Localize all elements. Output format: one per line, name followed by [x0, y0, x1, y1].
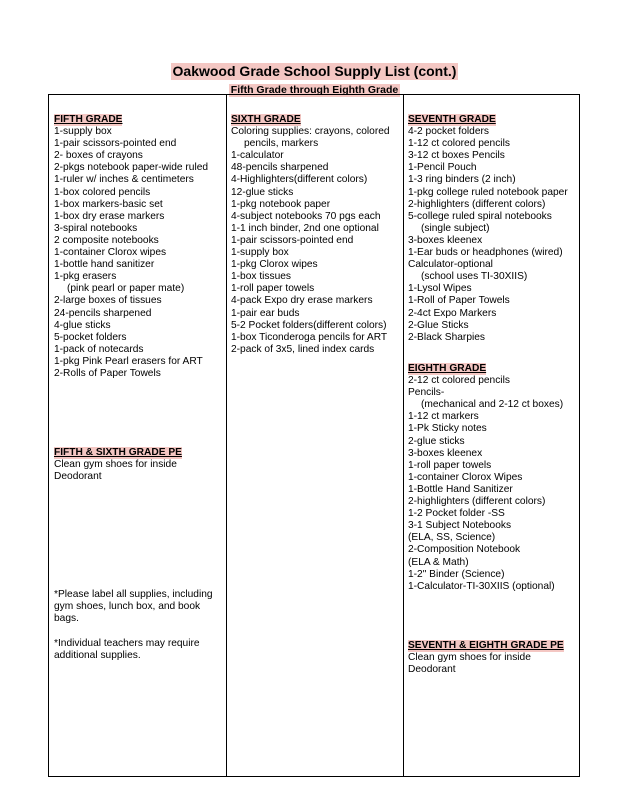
label-note — [54, 589, 213, 625]
list-item: 1-2 Pocket folder -SS — [408, 508, 505, 520]
seventh-grade-list — [408, 126, 568, 344]
list-item: 5-college ruled spiral notebooks — [408, 210, 552, 222]
list-item: 3-12 ct boxes Pencils — [408, 150, 505, 162]
fifth-sixth-pe-section — [54, 447, 182, 483]
document-subtitle: Fifth Grade through Eighth Grade — [230, 84, 399, 96]
list-item: 4-glue sticks — [54, 319, 111, 331]
list-item: 1-box dry erase markers — [54, 210, 165, 222]
eighth-grade-heading: EIGHTH GRADE — [408, 363, 487, 374]
list-item: 1-container Clorox wipes — [54, 247, 167, 259]
list-item: (school uses TI-30XIIS) — [421, 271, 528, 283]
list-item: Clean gym shoes for inside — [408, 652, 531, 664]
list-item: 1-roll paper towels — [231, 283, 315, 295]
document-title: Oakwood Grade School Supply List (cont.) — [172, 63, 457, 79]
list-item: *Individual teachers may require — [54, 638, 200, 649]
list-item: 1-box markers-basic set — [54, 198, 163, 210]
list-item: 1-bottle hand sanitizer — [54, 259, 155, 271]
list-item: 4-2 pocket folders — [408, 126, 489, 138]
list-item: 1-roll paper towels — [408, 459, 492, 471]
list-item: (mechanical and 2-12 ct boxes) — [421, 399, 564, 411]
list-item: 1-2" Binder (Science) — [408, 568, 505, 580]
list-item: 1-pack of notecards — [54, 343, 144, 355]
eighth-grade-list — [408, 375, 563, 593]
list-item: 1-Bottle Hand Sanitizer — [408, 483, 513, 495]
teacher-note — [54, 638, 200, 662]
list-item: (single subject) — [421, 222, 490, 234]
list-item: 1-Lysol Wipes — [408, 283, 472, 295]
list-item: 1-1 inch binder, 2nd one optional — [231, 222, 379, 234]
list-item: 2-12 ct colored pencils — [408, 375, 510, 387]
list-item: 12-glue sticks — [231, 186, 294, 198]
fifth-grade-heading: FIFTH GRADE — [54, 114, 123, 125]
list-item: pencils, markers — [244, 138, 319, 150]
seventh-eighth-pe-section — [408, 640, 564, 676]
list-item: 1-box tissues — [231, 271, 292, 283]
list-item: 1-Calculator-TI-30XIIS (optional) — [408, 580, 555, 592]
list-item: 4-Highlighters(different colors) — [231, 174, 368, 186]
fifth-sixth-pe-heading: FIFTH & SIXTH GRADE PE — [54, 447, 182, 458]
list-item: 1-box colored pencils — [54, 186, 151, 198]
list-item: 1-Pk Sticky notes — [408, 423, 487, 435]
list-item: 1-12 ct markers — [408, 411, 479, 423]
list-item: 2- boxes of crayons — [54, 150, 143, 162]
teacher-note-lines — [54, 638, 200, 662]
list-item: 2-highlighters (different colors) — [408, 198, 546, 210]
list-item: 1-pair scissors-pointed end — [231, 234, 354, 246]
list-item: Pencils- — [408, 387, 445, 399]
list-item: (pink pearl or paper mate) — [67, 283, 185, 295]
eighth-grade-section — [408, 363, 563, 593]
list-item: 1-pkg erasers — [54, 271, 117, 283]
list-item: gym shoes, lunch box, and book — [54, 601, 201, 613]
list-item: 1-3 ring binders (2 inch) — [408, 174, 516, 186]
list-item: 2-Composition Notebook — [408, 544, 521, 556]
fifth-grade-section — [54, 114, 208, 380]
list-item: Clean gym shoes for inside — [54, 459, 177, 471]
list-item: 24-pencils sharpened — [54, 307, 152, 319]
list-item: 1-pair scissors-pointed end — [54, 138, 177, 150]
list-item: 5-pocket folders — [54, 331, 127, 343]
list-item: 2-4ct Expo Markers — [408, 307, 497, 319]
supply-table — [48, 94, 580, 777]
list-item: 1-12 ct colored pencils — [408, 138, 510, 150]
list-item: 1-calculator — [231, 150, 284, 162]
list-item: 4-pack Expo dry erase markers — [231, 295, 373, 307]
list-item: 1-pair ear buds — [231, 307, 300, 319]
seventh-eighth-pe-list — [408, 652, 564, 676]
list-item: 5-2 Pocket folders(different colors) — [231, 319, 387, 331]
list-item: 3-spiral notebooks — [54, 222, 138, 234]
sixth-grade-list — [231, 126, 390, 356]
list-item: 48-pencils sharpened — [231, 162, 329, 174]
list-item: 4-subject notebooks 70 pgs each — [231, 210, 381, 222]
list-item: 1-supply box — [231, 247, 289, 259]
list-item: Deodorant — [54, 471, 102, 483]
list-item: 1-pkg Pink Pearl erasers for ART — [54, 355, 203, 367]
list-item: 2 composite notebooks — [54, 234, 159, 246]
column-divider — [403, 95, 404, 776]
sixth-grade-section — [231, 114, 390, 356]
list-item: 1-box Ticonderoga pencils for ART — [231, 331, 388, 343]
column-divider — [226, 95, 227, 776]
list-item: 3-1 Subject Notebooks — [408, 520, 512, 532]
list-item: 1-Pencil Pouch — [408, 162, 477, 174]
list-item: 3-boxes kleenex — [408, 234, 483, 246]
fifth-sixth-pe-list — [54, 459, 182, 483]
list-item: *Please label all supplies, including — [54, 589, 213, 600]
fifth-grade-list — [54, 126, 208, 380]
list-item: 2-Rolls of Paper Towels — [54, 367, 161, 379]
list-item: additional supplies. — [54, 650, 141, 662]
list-item: 2-glue sticks — [408, 435, 465, 447]
list-item: Calculator-optional — [408, 259, 493, 271]
list-item: Deodorant — [408, 664, 456, 676]
list-item: 2-Black Sharpies — [408, 331, 486, 343]
list-item: 1-Ear buds or headphones (wired) — [408, 247, 563, 259]
document-title-wrap — [0, 63, 629, 81]
list-item: (ELA & Math) — [408, 556, 469, 568]
list-item: 1-supply box — [54, 126, 112, 138]
list-item: Coloring supplies: crayons, colored — [231, 126, 390, 138]
list-item: 1-pkg notebook paper — [231, 198, 331, 210]
list-item: 1-container Clorox Wipes — [408, 471, 523, 483]
list-item: 1-pkg college ruled notebook paper — [408, 186, 568, 198]
list-item: 2-pkgs notebook paper-wide ruled — [54, 162, 209, 174]
list-item: 3-boxes kleenex — [408, 447, 483, 459]
list-item: 1-pkg Clorox wipes — [231, 259, 318, 271]
list-item: (ELA, SS, Science) — [408, 532, 496, 544]
list-item: 2-pack of 3x5, lined index cards — [231, 343, 375, 355]
seventh-eighth-pe-heading: SEVENTH & EIGHTH GRADE PE — [408, 640, 564, 651]
list-item: 2-large boxes of tissues — [54, 295, 162, 307]
list-item: 2-highlighters (different colors) — [408, 496, 546, 508]
list-item: 1-ruler w/ inches & centimeters — [54, 174, 194, 186]
sixth-grade-heading: SIXTH GRADE — [231, 114, 301, 125]
list-item: 2-Glue Sticks — [408, 319, 469, 331]
seventh-grade-section — [408, 114, 568, 344]
list-item: bags. — [54, 613, 79, 625]
label-note-lines — [54, 589, 213, 625]
seventh-grade-heading: SEVENTH GRADE — [408, 114, 496, 125]
list-item: 1-Roll of Paper Towels — [408, 295, 510, 307]
